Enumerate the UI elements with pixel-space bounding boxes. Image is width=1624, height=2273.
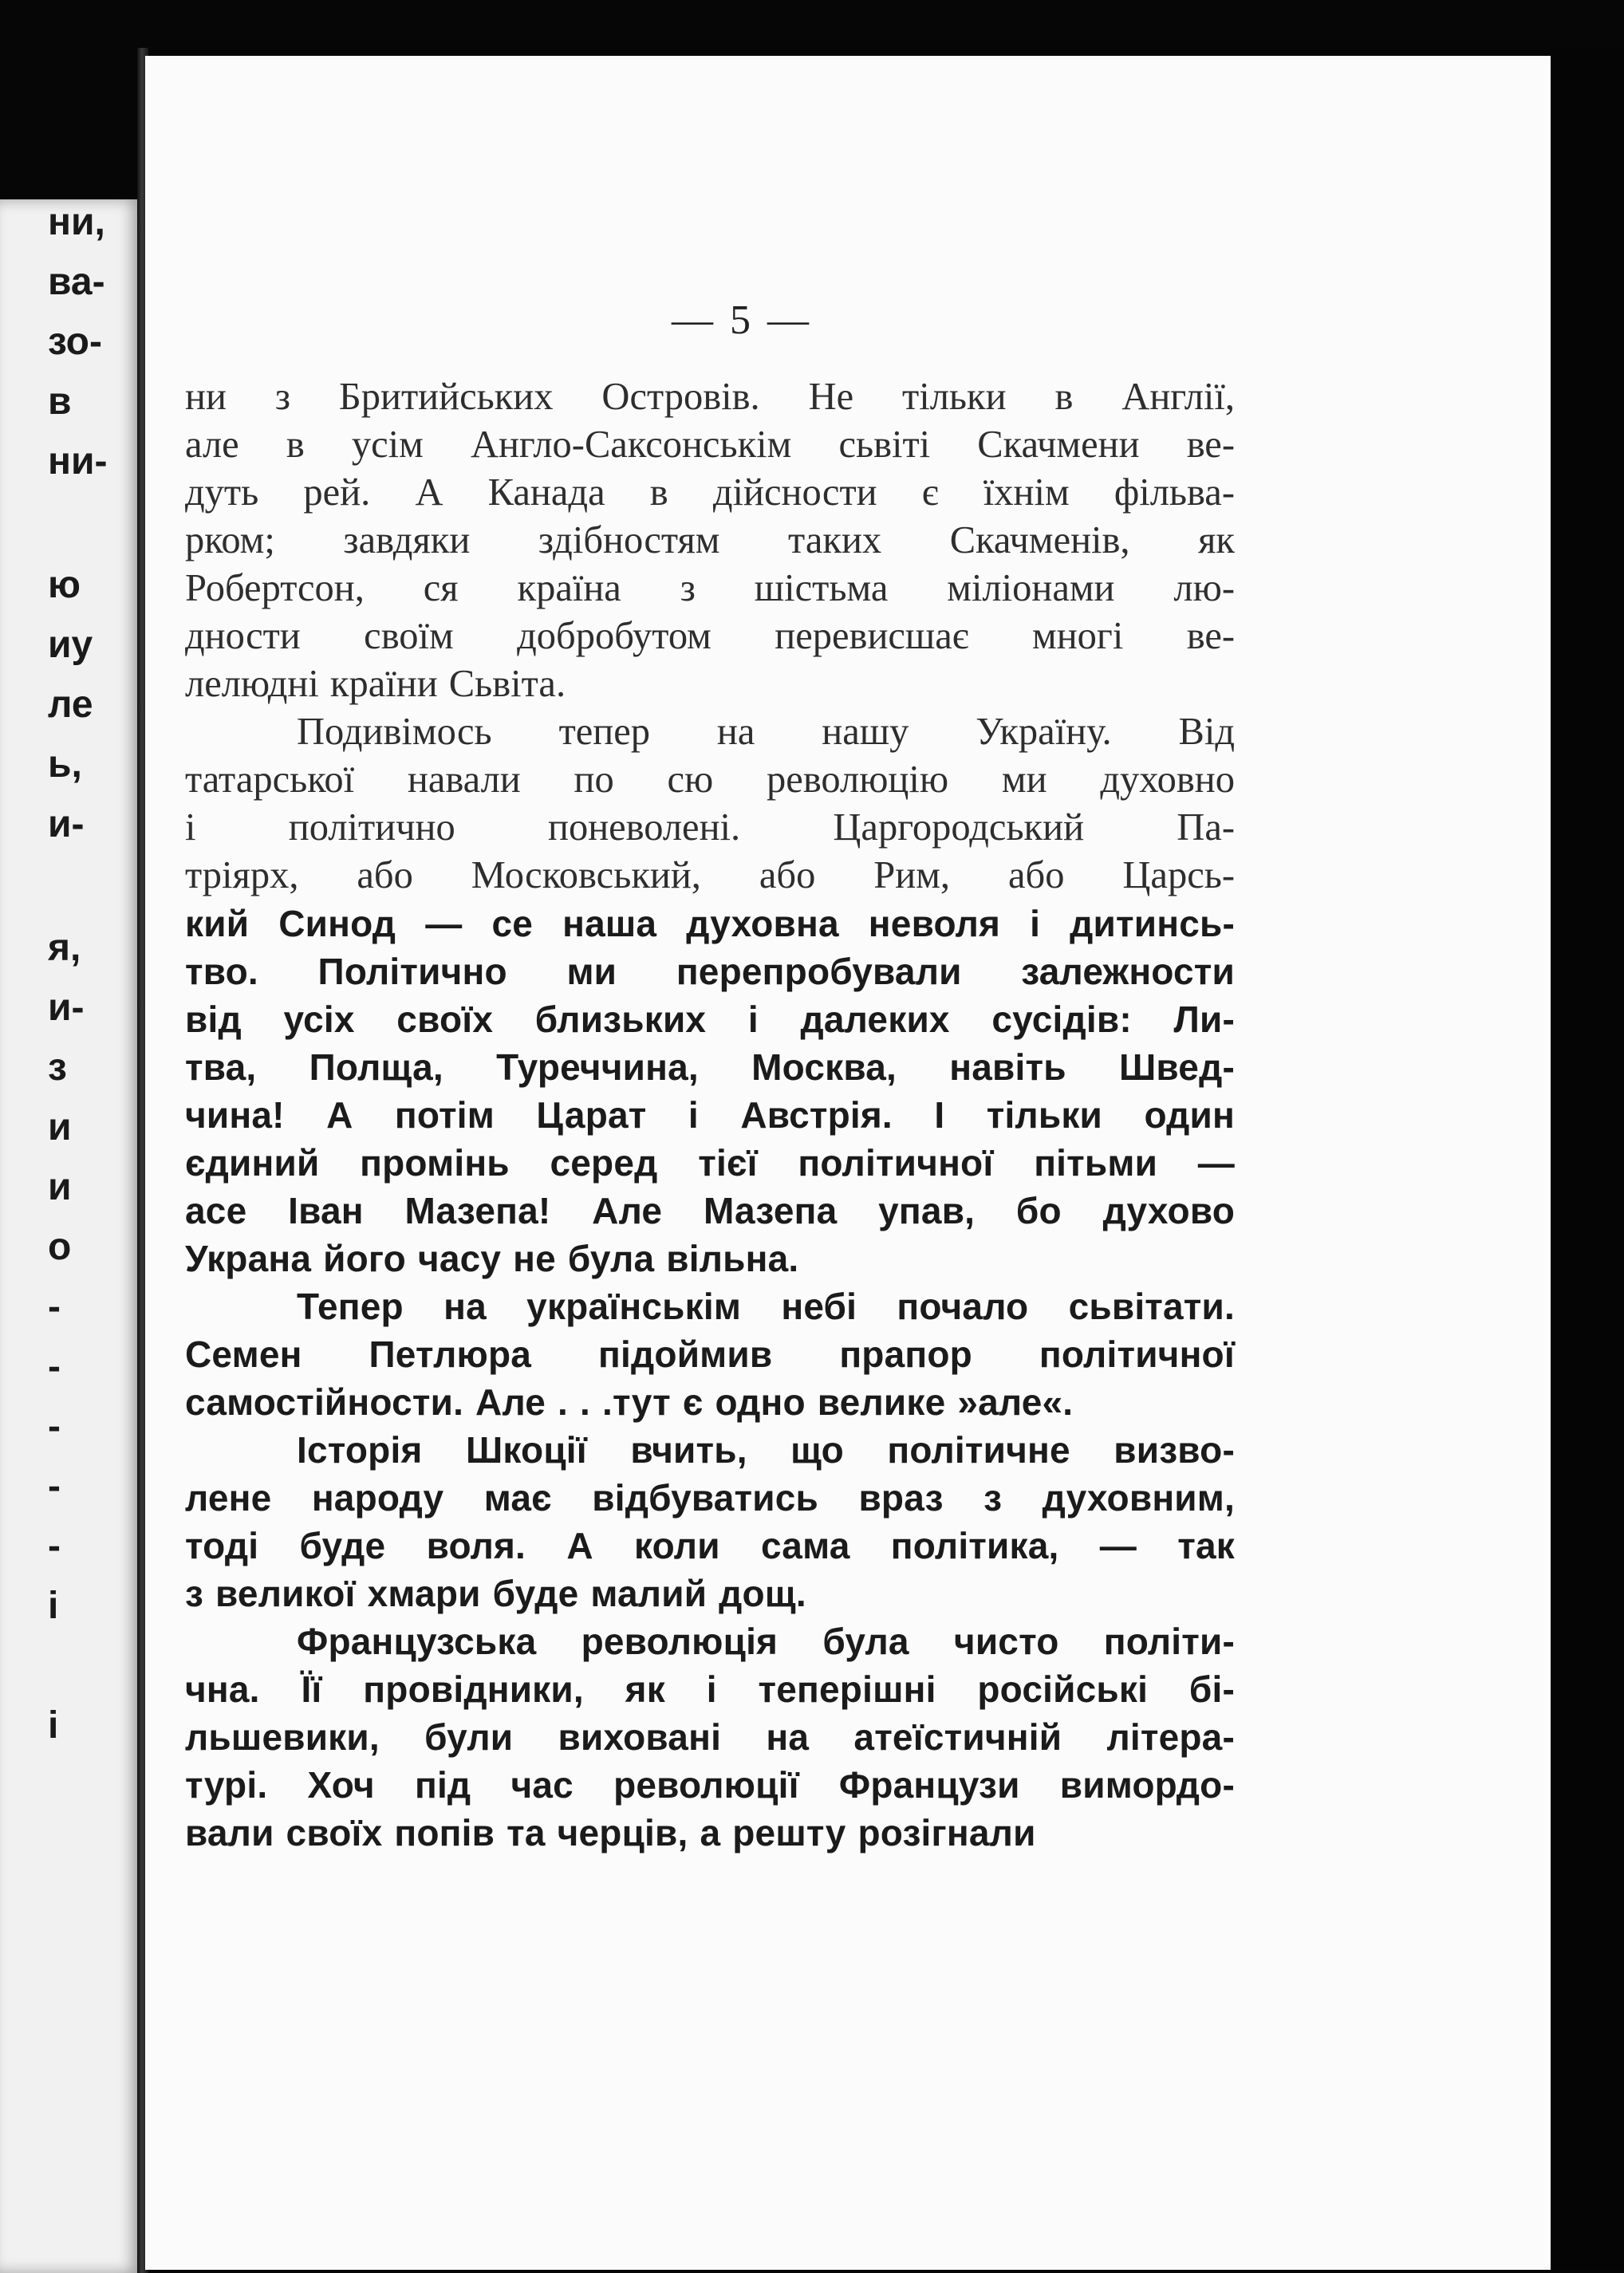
left-page-fragment: ни, [48,201,105,243]
body-text [185,373,1235,1857]
text-line: асе Іван Мазепа! Але Мазепа упав, бо духово [185,1190,1235,1231]
left-page-edge [0,199,140,2273]
text-line: з великої хмари буде малий дощ. [185,1573,806,1614]
text-line: Французська революція була чисто політи- [297,1621,1235,1662]
text-line: Подивімось тепер на нашу Україну. Від [297,711,1235,753]
left-page-fragment: - [48,1405,61,1448]
text-line: і політично поневолені. Царгородський Па- [185,806,1235,849]
left-page-fragment: я, [48,927,81,969]
left-page-fragment: иу [48,624,93,666]
left-page-fragment: - [48,1525,61,1567]
left-page-fragment: - [48,1465,61,1507]
left-page-fragment: о [48,1226,72,1268]
paragraph [185,1426,1235,1617]
text-line: льшевики, були виховані на атеїстичній літера- [185,1716,1235,1758]
left-page-fragment: ле [48,683,93,726]
left-page-fragment: з [48,1046,67,1089]
left-page-fragment: зо- [48,321,102,363]
left-page-fragment: в [48,380,72,423]
left-page-fragment: ю [48,564,81,606]
left-page-fragment: і [48,1704,59,1747]
paragraph [185,1617,1235,1857]
text-line: лене народу має відбуватись враз з духовним, [185,1477,1235,1519]
left-page-fragment: и [48,1166,72,1208]
text-line: чина! А потім Царат і Австрія. І тільки один [185,1094,1235,1136]
text-line: лелюдні країни Сьвіта. [185,663,566,705]
text-line: вали своїх попів та черців, а решту розігнали [185,1812,1036,1853]
left-page-fragment: ь, [48,743,82,786]
text-line: рком; завдяки здібностям таких Скачменів, як [185,519,1235,561]
text-line: ни з Бритийських Островів. Не тільки в Англії, [185,376,1235,418]
text-line: тріярх, або Московський, або Рим, або Царсь- [185,854,1235,896]
text-line: чна. Її провідники, як і теперішні російські бі- [185,1668,1235,1710]
paragraph [185,708,1235,1282]
text-line: татарської навали по сю революцію ми духовно [185,758,1235,801]
left-page-fragment: ни- [48,440,108,483]
right-dark-margin [1551,48,1624,2270]
text-line: тво. Політично ми перепробували залежности [185,951,1235,992]
text-line: але в усім Англо-Саксонськім сьвіті Скачмени ве- [185,423,1235,466]
text-line: тоді буде воля. А коли сама політика, — так [185,1525,1235,1566]
paragraph [185,1282,1235,1426]
left-page-fragment: ва- [48,261,105,303]
left-page-fragment: и [48,1106,72,1148]
left-page-fragment: и- [48,803,85,845]
text-line: Семен Петлюра підоймив прапор політичної [185,1333,1235,1375]
text-line: Тепер на українськім небі почало сьвітати. [297,1286,1235,1327]
text-line: самостійности. Але . . .тут є одно велике »але«. [185,1381,1074,1423]
text-line: від усіх своїх близьких і далеких сусідів: Ли- [185,999,1235,1040]
text-line: Украна його часу не була вільна. [185,1238,799,1279]
text-line: дности своїм добробутом перевисшає многі ве- [185,615,1235,657]
text-line: Історія Шкоції вчить, що політичне визво- [297,1429,1235,1471]
left-page-fragment: - [48,1345,61,1388]
text-line: дуть рей. А Канада в дійсности є їхнім фільва- [185,471,1235,514]
text-line: тва, Полща, Туреччина, Москва, навіть Швед- [185,1046,1235,1088]
page-number: — 5 — [672,297,812,343]
left-page-fragment: і [48,1585,59,1627]
paragraph [185,373,1235,708]
text-line: турі. Хоч під час революції Французи вимордо- [185,1764,1235,1806]
text-line: єдиний промінь серед тієї політичної пітьми — [185,1142,1235,1184]
left-page-fragment: и- [48,987,85,1029]
left-page-fragment: - [48,1286,61,1328]
text-line: кий Синод — се наша духовна неволя і дитинсь- [185,903,1235,944]
text-line: Робертсон, ся країна з шістьма міліонами лю- [185,567,1235,609]
